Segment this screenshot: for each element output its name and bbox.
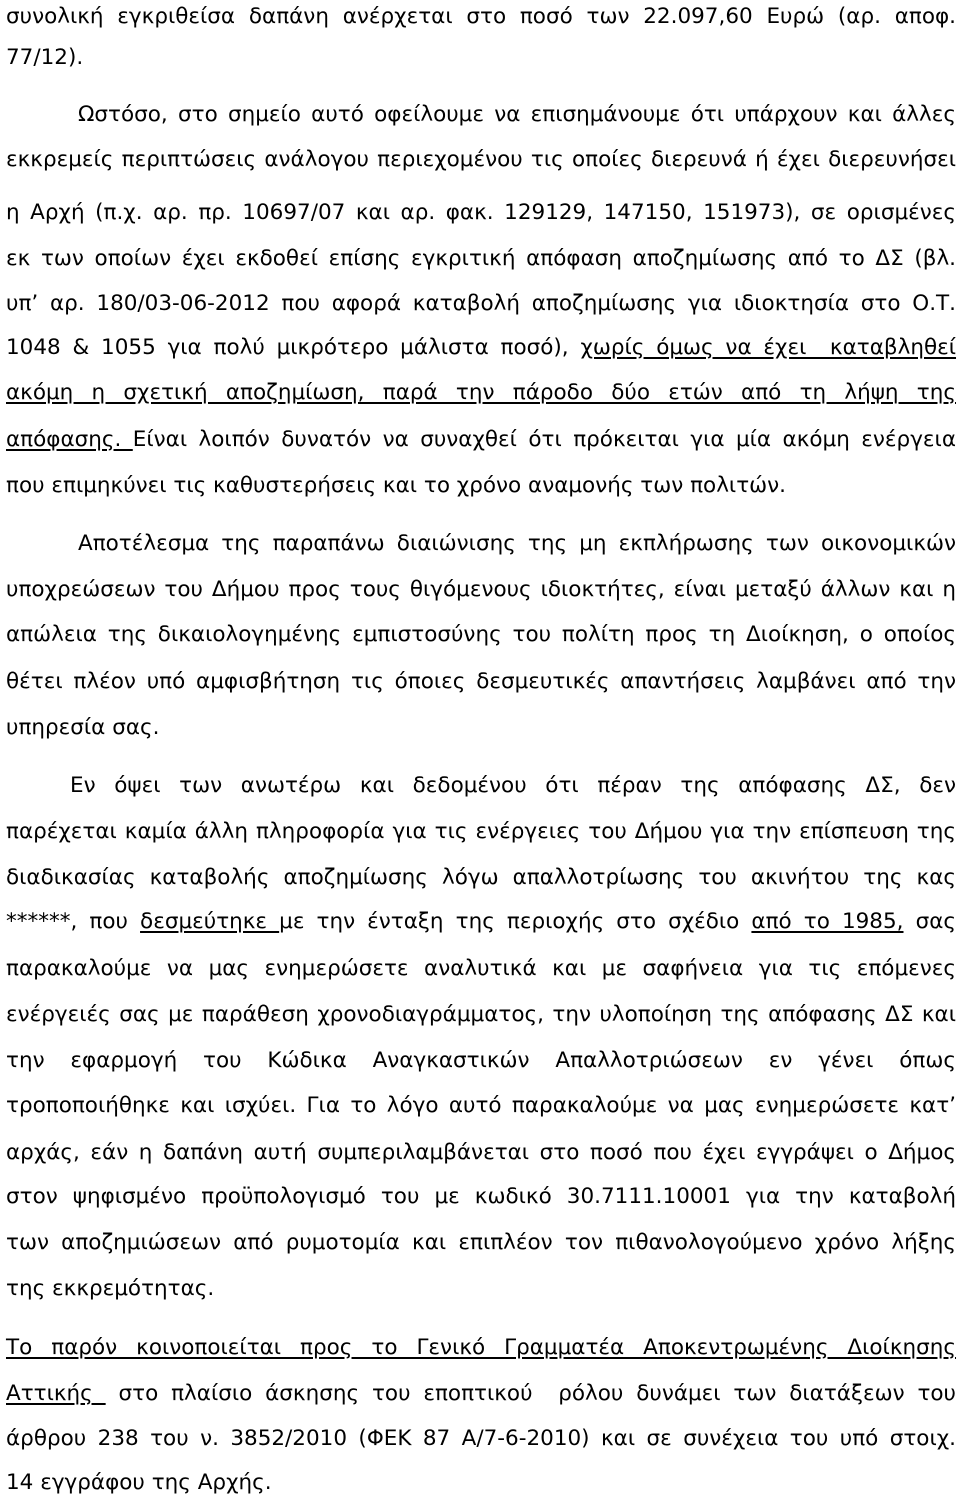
underlined-text-line: Το παρόν κοινοποιείται προς το Γενικό Γραμματέα Αποκεντρωμένης Διοίκησης xyxy=(6,1335,956,1360)
underlined-text: από το 1985, xyxy=(751,909,904,934)
text-line: 77/12). xyxy=(6,45,84,70)
text-line: εκ των οποίων έχει εκδοθεί επίσης εγκριτική απόφαση αποζημίωσης από το ΔΣ (βλ. xyxy=(6,246,956,271)
text-line: της εκκρεμότητας. xyxy=(6,1276,215,1301)
text-line: υπηρεσία σας. xyxy=(6,715,160,740)
underlined-text: χωρίς όμως να έχει καταβληθεί xyxy=(580,335,957,360)
text-line: υπ’ αρ. 180/03-06-2012 που αφορά καταβολή αποζημίωσης για ιδιοκτησία στο Ο.Τ. xyxy=(6,291,956,316)
text-segment: 1048 & 1055 για πολύ μικρότερο μάλιστα ποσό), xyxy=(6,335,581,360)
text-line xyxy=(6,1380,956,1408)
underlined-text: απόφασης. xyxy=(6,427,133,452)
underlined-text: Αττικής xyxy=(6,1381,106,1406)
text-line: παρακαλούμε να μας ενημερώσετε αναλυτικά και με σαφήνεια για τις επόμενες xyxy=(6,956,956,981)
text-line xyxy=(6,908,956,936)
text-line: η Αρχή (π.χ. αρ. πρ. 10697/07 και αρ. φακ. 129129, 147150, 151973), σε ορισμένες xyxy=(6,200,956,225)
text-segment: στο πλαίσιο άσκησης του εποπτικού ρόλου δυνάμει των διατάξεων του xyxy=(105,1381,956,1406)
text-line xyxy=(6,426,956,454)
text-line: των αποζημιώσεων από ρυμοτομία και επιπλέον τον πιθανολογούμενο χρόνο λήξης xyxy=(6,1230,956,1255)
underlined-text: δεσμεύτηκε xyxy=(140,909,280,934)
text-line: ενέργειές σας με παράθεση χρονοδιαγράμματος, την υλοποίηση της απόφασης ΔΣ και xyxy=(6,1002,956,1027)
text-line: που επιμηκύνει τις καθυστερήσεις και το χρόνο αναμονής των πολιτών. xyxy=(6,473,786,498)
text-line: την εφαρμογή του Κώδικα Αναγκαστικών Απαλλοτριώσεων εν γένει όπως xyxy=(6,1048,956,1073)
underlined-text-line: ακόμη η σχετική αποζημίωση, παρά την πάροδο δύο ετών από τη λήψη της xyxy=(6,380,956,405)
text-line: εκκρεμείς περιπτώσεις ανάλογου περιεχομένου τις οποίες διερευνά ή έχει διερευνήσει xyxy=(6,147,956,172)
paragraph-first-line: Αποτέλεσμα της παραπάνω διαιώνισης της μη εκπλήρωσης των οικονομικών xyxy=(78,531,956,556)
text-line: 14 εγγράφου της Αρχής. xyxy=(6,1470,272,1495)
text-line: θέτει πλέον υπό αμφισβήτηση τις όποιες δεσμευτικές απαντήσεις λαμβάνει από την xyxy=(6,669,956,694)
text-line: παρέχεται καμία άλλη πληροφορία για τις ενέργειες του Δήμου για την επίσπευση της xyxy=(6,819,956,844)
paragraph-first-line: Ωστόσο, στο σημείο αυτό οφείλουμε να επισημάνουμε ότι υπάρχουν και άλλες xyxy=(78,102,956,127)
text-line xyxy=(6,334,956,362)
paragraph-first-line: Εν όψει των ανωτέρω και δεδομένου ότι πέραν της απόφασης ΔΣ, δεν xyxy=(70,773,956,798)
text-line: υποχρεώσεων του Δήμου προς τους θιγόμενους ιδιοκτήτες, είναι μεταξύ άλλων και η xyxy=(6,577,956,602)
text-segment: σας xyxy=(903,909,956,934)
text-line: διαδικασίας καταβολής αποζημίωσης λόγω απαλλοτρίωσης του ακινήτου της κας xyxy=(6,865,956,890)
text-line: συνολική εγκριθείσα δαπάνη ανέρχεται στο ποσό των 22.097,60 Ευρώ (αρ. αποφ. xyxy=(6,4,956,29)
text-segment: Είναι λοιπόν δυνατόν να συναχθεί ότι πρόκειται για μία ακόμη ενέργεια xyxy=(132,427,956,452)
text-segment: με την ένταξη της περιοχής στο σχέδιο xyxy=(279,909,752,934)
text-line: αρχάς, εάν η δαπάνη αυτή συμπεριλαμβάνεται στο ποσό που έχει εγγράψει ο Δήμος xyxy=(6,1140,956,1165)
text-line: άρθρου 238 του ν. 3852/2010 (ΦΕΚ 87 Α/7-6-2010) και σε συνέχεια του υπό στοιχ. xyxy=(6,1426,956,1451)
text-line: απώλεια της δικαιολογημένης εμπιστοσύνης του πολίτη προς τη Διοίκηση, ο οποίος xyxy=(6,622,956,647)
text-line: τροποποιήθηκε και ισχύει. Για το λόγο αυτό παρακαλούμε να μας ενημερώσετε κατ’ xyxy=(6,1093,956,1118)
text-line: στον ψηφισμένο προϋπολογισμό του με κωδικό 30.7111.10001 για την καταβολή xyxy=(6,1184,956,1209)
text-segment: ******, που xyxy=(6,909,141,934)
